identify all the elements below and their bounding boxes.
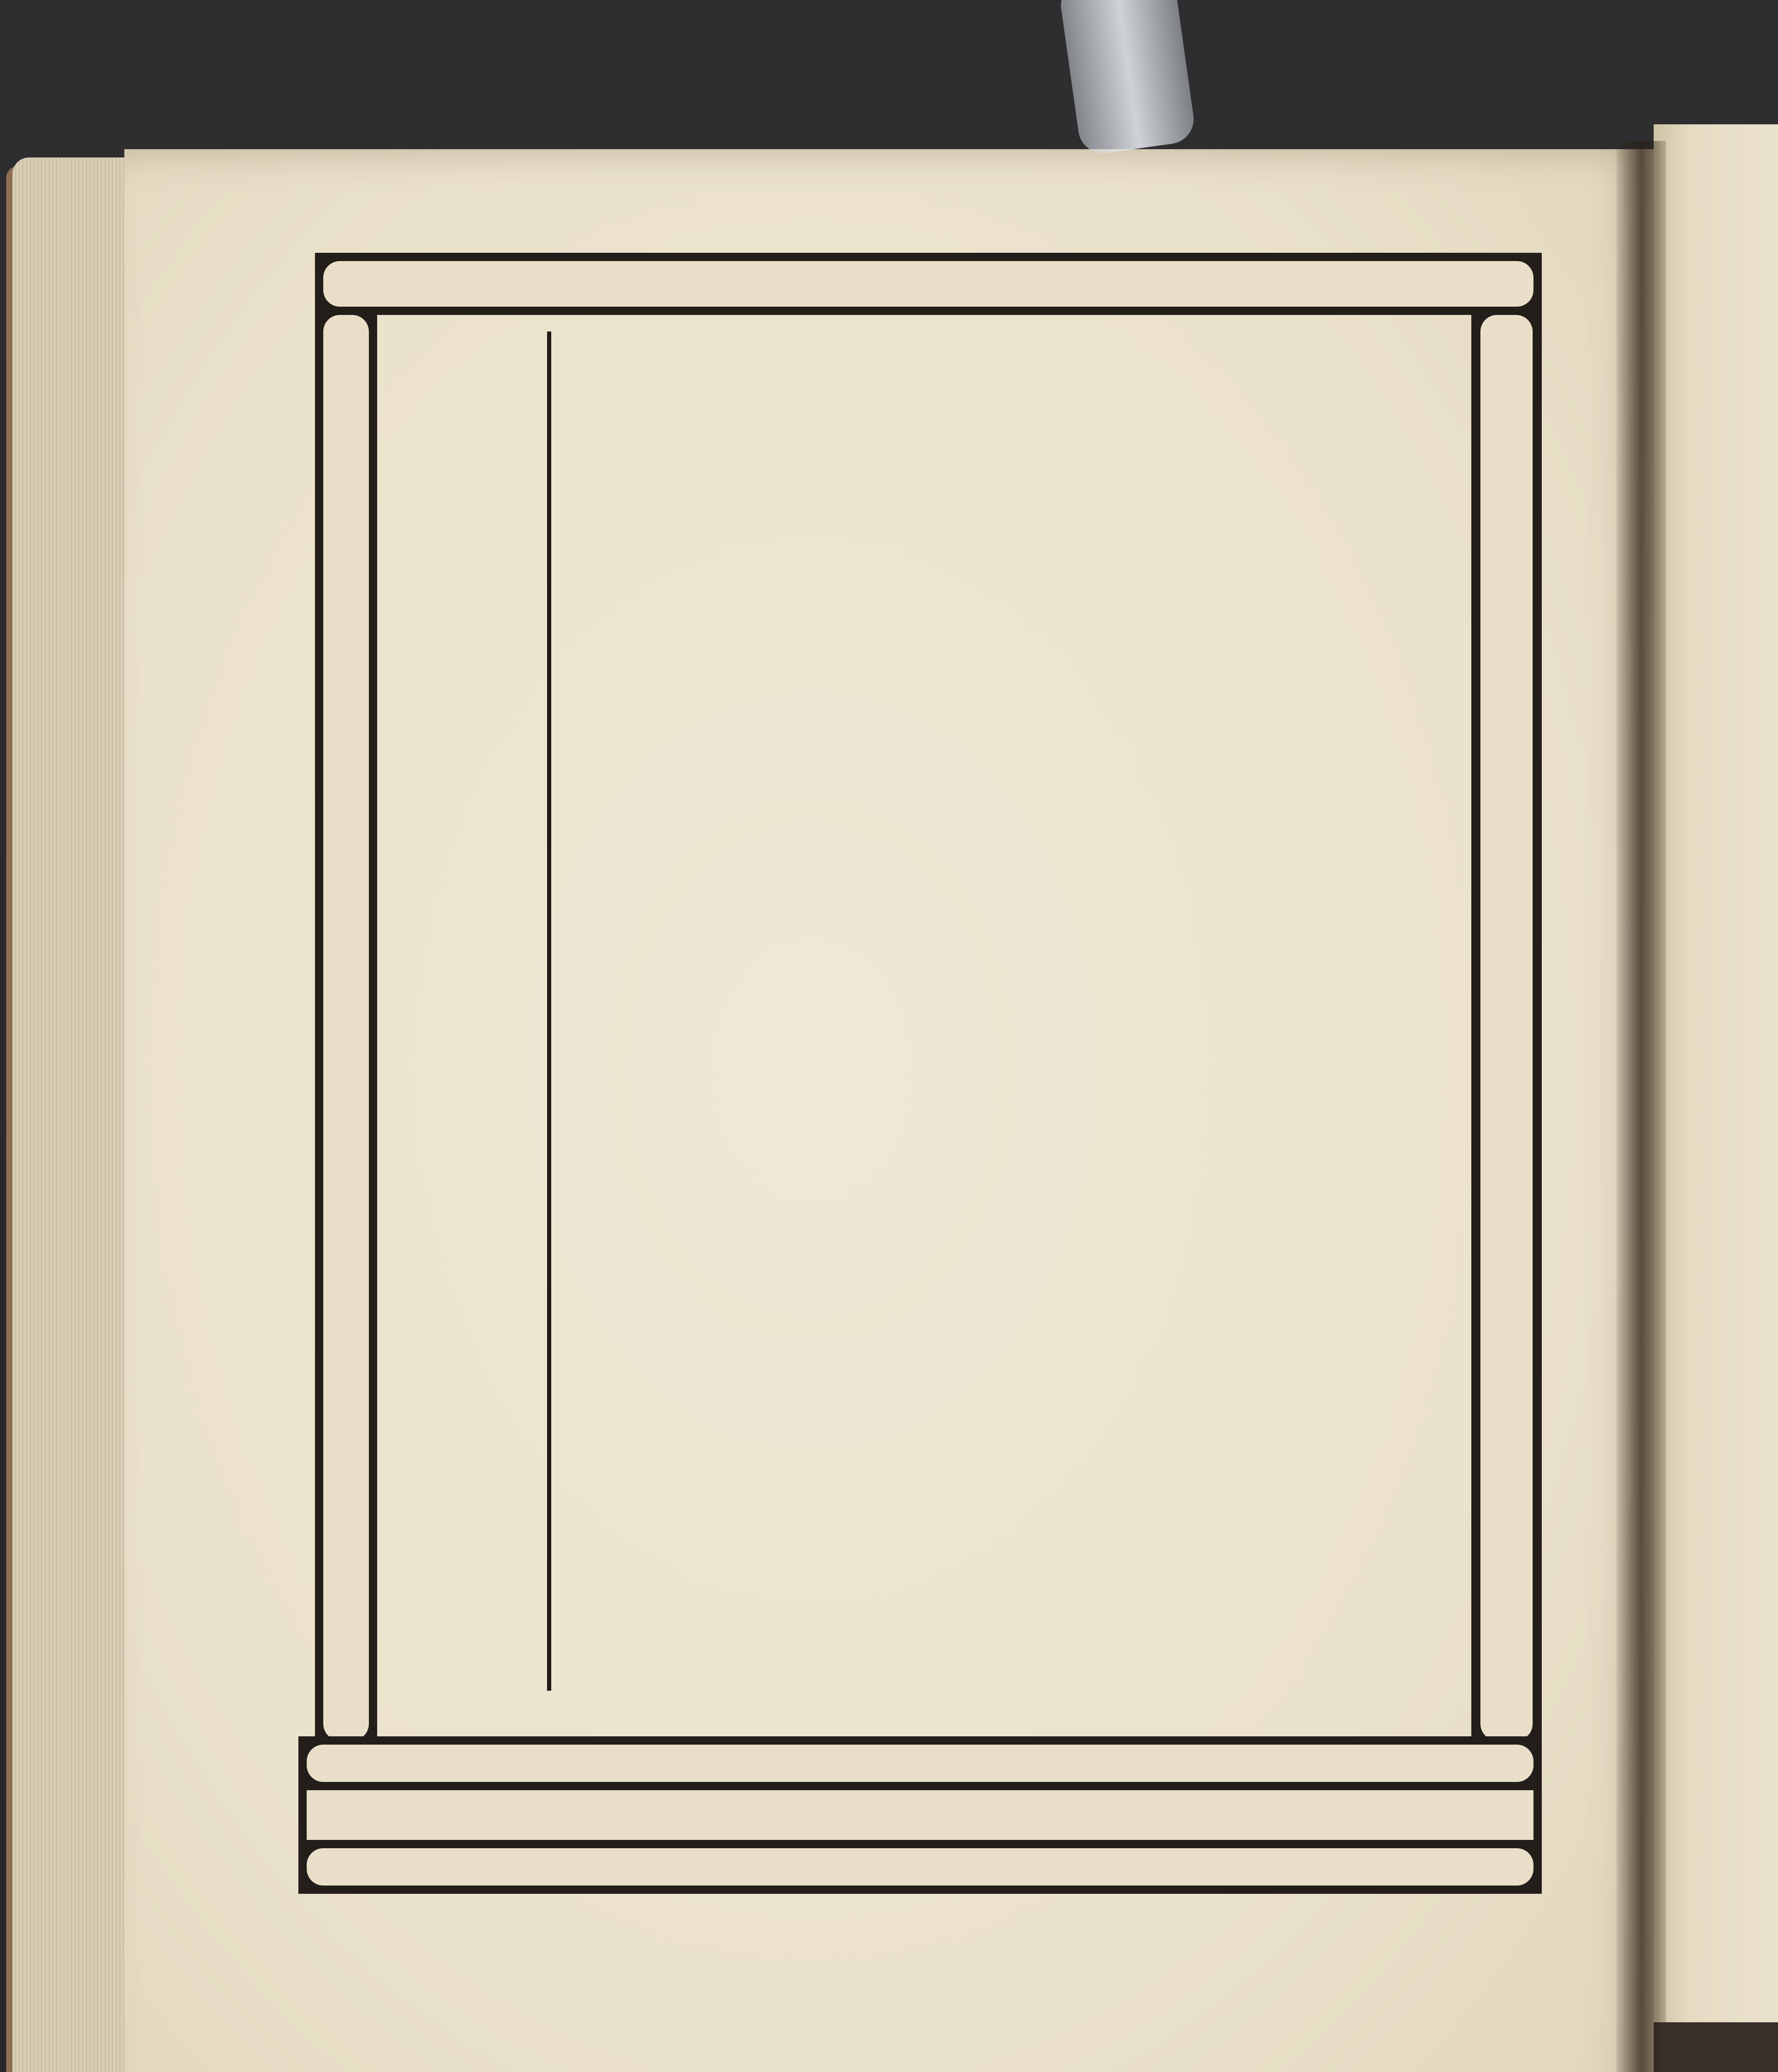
text-block	[564, 352, 1467, 1793]
text-line	[564, 942, 1467, 1007]
text-line	[564, 1662, 1467, 1727]
text-line	[564, 745, 1467, 811]
text-line	[564, 1072, 1467, 1138]
text-line	[564, 1465, 1467, 1531]
text-line	[564, 1334, 1467, 1400]
text-line	[564, 549, 1467, 614]
text-line	[564, 876, 1467, 942]
gutter-shadow	[1616, 141, 1666, 2072]
ornament-border-left	[315, 315, 377, 1740]
text-line	[564, 680, 1467, 745]
text-line	[564, 614, 1467, 680]
text-line	[564, 1203, 1467, 1269]
column-rule	[547, 332, 551, 1691]
text-line	[564, 1400, 1467, 1465]
text-line	[564, 1269, 1467, 1334]
text-line	[564, 418, 1467, 483]
text-line	[564, 1138, 1467, 1203]
catchword	[564, 1727, 1467, 1793]
text-line	[564, 1007, 1467, 1072]
ornament-border-right	[1471, 315, 1542, 1740]
text-line	[564, 1531, 1467, 1596]
text-line	[564, 483, 1467, 549]
facing-page-edge	[1654, 124, 1778, 2072]
text-line	[564, 1596, 1467, 1662]
text-line	[564, 352, 1467, 418]
ornament-border-top	[315, 249, 1542, 319]
text-line	[564, 811, 1467, 876]
page-clip-top	[1058, 0, 1197, 156]
